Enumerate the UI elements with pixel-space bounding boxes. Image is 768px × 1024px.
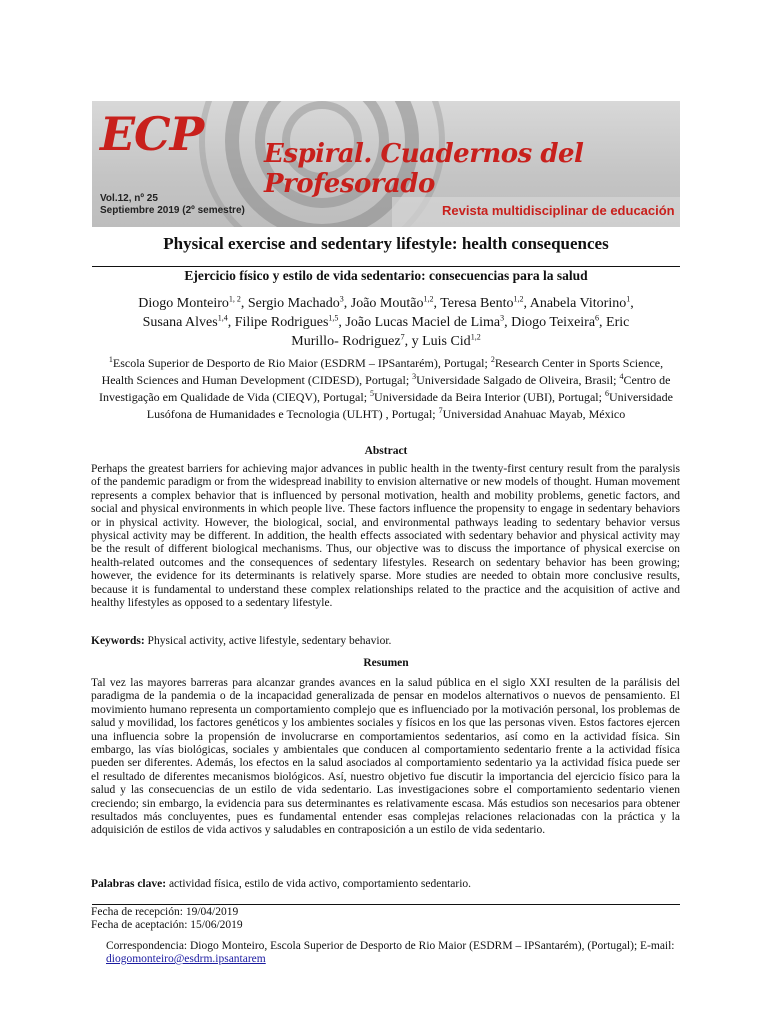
journal-banner — [92, 101, 680, 227]
palabras-clave-value: actividad física, estilo de vida activo, comportamiento sedentario. — [166, 878, 472, 890]
volume-info — [100, 193, 245, 217]
resumen-heading: Resumen — [363, 657, 409, 669]
abstract-text: Perhaps the greatest barriers for achieving major advances in public health in the twenty-first century result from the paralysis of the pandemic paradigm or from the widespread inability to envision alternative or new models of thought. Human movement represents a complex behavior that is influenced by personal motivation, health and mobility problems, genetic factors, and social and physical environments in which people live. These factors influence the propensity to engage in sedentary behaviors or in physical activity. However, the biological, social, and environmental pathways leading to sedentary behavior versus physical activity may be different. In addition, the health effects associated with sedentary behavior and physical activity may be the result of different biological mechanisms. Thus, our objective was to discuss the importance of physical exercise on health-related outcomes and the consequences of sedentary lifestyles. Research on sedentary behavior has been growing; however, the evidence for its determinants is relatively sparse. More studies are needed to obtain more conclusive results, because it is fundamental to understand these complex relationships related to the practice and the acquisition of active and healthy lifestyles as opposed to a sedentary lifestyle. — [91, 463, 680, 610]
author-list — [92, 294, 680, 351]
affiliations: $^1$Escola Superior de Desporto de Rio Maior (ESDRM – IPSantarém), Portugal; $^2$Research Center in Sports Science, Health Sciences and Human Development (CIDESD), Portugal; $^3$Universidade Salgado de Oliveira, Brasil; $^4$Centro de Investigação em Qualidade de Vida (CIEQV), Portugal; $^5$Universidade da Beira Interior (UBI), Portugal; $^6$Universidade Lusófona de Humanidades e Tecnologia (ULHT) , Portugal; $^7$Universidad Anahuac Mayab, México — [99, 355, 673, 421]
keywords-value: Physical activity, active lifestyle, sedentary behavior. — [144, 635, 392, 647]
volume-line: Vol.12, nº 25 — [100, 193, 158, 204]
abstract-heading: Abstract — [364, 445, 408, 457]
email-link[interactable]: diogomonteiro@esdrm.ipsantarem — [106, 953, 266, 965]
author-line-3: Murillo- Rodriguez$^7$, y Luis Cid$^{1,2}$ — [291, 332, 481, 349]
palabras-clave-label: Palabras clave: — [91, 878, 167, 890]
submission-dates — [91, 906, 243, 931]
accepted-date: Fecha de aceptación: 15/06/2019 — [91, 918, 243, 931]
journal-tagline: Revista multidisciplinar de educación — [442, 203, 675, 218]
correspondence-text: Correspondencia: Diogo Monteiro, Escola Superior de Desporto de Rio Maior (ESDRM – IPSantarém), (Portugal); E-mail: — [106, 940, 675, 952]
keywords-label: Keywords: — [91, 635, 145, 647]
author-line-1: Diogo Monteiro$^{1, 2}$, Sergio Machado$^3$, João Moutão$^{1,2}$, Teresa Bento$^{1,2}$, Anabela Vitorino$^1$, — [138, 294, 634, 311]
keywords — [91, 635, 680, 647]
article-subtitle: Ejercicio físico y estilo de vida sedentario: consecuencias para la salud — [184, 268, 588, 283]
journal-title: Espiral. Cuadernos del Profesorado — [264, 139, 584, 199]
resumen-text: Tal vez las mayores barreras para alcanzar grandes avances en la salud pública en el siglo XXI resulten de la parálisis del paradigma de la pandemia o de la incapacidad generalizada de pensar en modelos alternativos o nuevos de pensamiento. El movimiento humano representa un comportamiento complejo que es influenciado por la motivación personal, los problemas de salud y movilidad, los factores genéticos y los ambientes sociales y físicos en los que las personas viven. Estos factores ejercen una influencia sobre la propensión de involucrarse en comportamientos sedentarios, así como en la actividad física. Sin embargo, las vías biológicas, sociales y ambientales que conducen al comportamiento sedentario frente a la actividad física pueden ser diferentes. Además, los efectos en la salud asociados al comportamiento sedentario ya la actividad física puede ser el resultado de diferentes mecanismos biológicos. Así, nuestro objetivo fue discutir la importancia del ejercicio físico para la salud y las consecuencias de un estilo de vida sedentario. Las investigaciones sobre el comportamiento sedentario vienen creciendo; sin embargo, la evidencia para sus determinantes es relativamente escasa. Más estudios son necesarios para obtener resultados más concluyentes, pues es fundamental entender esas complejas relaciones relacionadas con la práctica y la adquisición de estilos de vida activos y saludables en contraposición a un estilo de vida sedentario. — [91, 677, 680, 837]
author-line-2: Susana Alves$^{1,4}$, Filipe Rodrigues$^{1,5}$, João Lucas Maciel de Lima$^3$, Diogo Teixeira$^6$, Eric — [142, 313, 630, 330]
journal-logo: ECP — [100, 107, 204, 161]
footer-rule — [92, 904, 680, 905]
correspondence — [106, 940, 680, 966]
received-date: Fecha de recepción: 19/04/2019 — [91, 906, 239, 918]
date-line: Septiembre 2019 (2º semestre) — [100, 205, 245, 216]
article-title: Physical exercise and sedentary lifestyle: health consequences — [163, 234, 609, 253]
title-rule — [92, 266, 680, 267]
palabras-clave — [91, 878, 680, 890]
